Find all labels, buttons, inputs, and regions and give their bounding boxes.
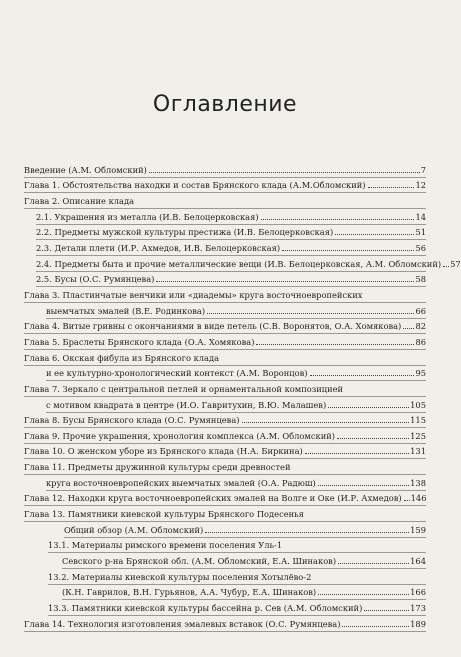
dot-leader bbox=[328, 407, 409, 408]
dot-leader bbox=[305, 453, 409, 454]
page-number: 12 bbox=[415, 180, 426, 191]
entry-title: Введение (А.М. Обломский) bbox=[24, 164, 147, 175]
entry-title: (К.Н. Гаврилов, В.Н. Гурьянов, А.А. Чубур, Е.А. Шинаков) bbox=[62, 587, 317, 598]
dot-leader bbox=[338, 563, 409, 564]
entry-title: 2.5. Бусы (О.С. Румянцева) bbox=[36, 274, 155, 285]
toc-entry bbox=[0, 600, 450, 616]
entry-title: с мотивом квадрата в центре (И.О. Гавритухин, В.Ю. Малашев) bbox=[46, 399, 327, 410]
dot-leader bbox=[368, 187, 415, 188]
toc-entry bbox=[0, 193, 450, 209]
page-title: Оглавление bbox=[152, 92, 298, 117]
row-divider bbox=[24, 631, 426, 632]
page-number: 115 bbox=[410, 415, 426, 426]
page-number: 138 bbox=[410, 477, 426, 488]
dot-leader bbox=[403, 328, 414, 329]
toc-entry bbox=[0, 506, 450, 522]
entry-title: Глава 1. Обстоятельства находки и состав Брянского клада (А.М.Обломский) bbox=[24, 180, 366, 191]
toc-entry bbox=[0, 287, 450, 303]
dot-leader bbox=[282, 250, 414, 251]
toc-entry bbox=[0, 428, 450, 444]
toc-entry bbox=[0, 256, 461, 272]
entry-title: Глава 12. Находки круга восточноевропейских эмалей на Волге и Оке (И.Р. Ахмедов) bbox=[24, 493, 402, 504]
toc-entry bbox=[0, 209, 450, 225]
entry-title: и ее культурно-хронологический контекст (А.М. Воронцов) bbox=[46, 368, 308, 379]
page-number: 7 bbox=[420, 164, 426, 175]
entry-title: 13.2. Материалы киевской культуры поселения Хотылёво-2 bbox=[48, 571, 312, 582]
toc-entry bbox=[0, 491, 450, 507]
dot-leader bbox=[404, 500, 410, 501]
dot-leader bbox=[335, 234, 414, 235]
entry-title: Глава 8. Бусы Брянского клада (О.С. Румянцева) bbox=[24, 415, 240, 426]
entry-title: Глава 13. Памятники киевской культуры Брянского Подесенья bbox=[24, 509, 304, 520]
toc-entry bbox=[0, 162, 450, 178]
dot-leader bbox=[261, 219, 415, 220]
entry-title: 13.3. Памятники киевской культуры бассейна р. Сев (А.М. Обломский) bbox=[48, 603, 363, 614]
toc-entry bbox=[0, 240, 450, 256]
toc-entry bbox=[0, 459, 450, 475]
page-number: 159 bbox=[410, 524, 426, 535]
entry-title: Глава 11. Предметы дружинной культуры среди древностей bbox=[24, 462, 291, 473]
page-number: 146 bbox=[410, 493, 427, 504]
dot-leader bbox=[256, 344, 414, 345]
toc-entry bbox=[0, 366, 450, 382]
page-number: 131 bbox=[410, 446, 426, 457]
entry-title: Глава 5. Браслеты Брянского клада (О.А. Хомякова) bbox=[24, 336, 255, 347]
page-number: 51 bbox=[415, 227, 426, 238]
dot-leader bbox=[242, 422, 410, 423]
entry-title: круга восточноевропейских выемчатых эмалей (О.А. Радюш) bbox=[46, 477, 316, 488]
entry-title: Глава 2. Описание клада bbox=[24, 195, 135, 206]
toc-entry bbox=[0, 397, 450, 413]
entry-title: Глава 3. Пластинчатые венчики или «диадемы» круга восточноевропейских bbox=[24, 289, 363, 300]
dot-leader bbox=[156, 281, 414, 282]
entry-title: Глава 4. Витые гривны с окончаниями в виде петель (С.В. Воронятов, О.А. Хомякова) bbox=[24, 321, 402, 332]
toc-entry bbox=[0, 475, 450, 491]
table-of-contents bbox=[0, 162, 461, 632]
entry-title: 2.1. Украшения из металла (И.В. Белоцерковская) bbox=[36, 211, 259, 222]
dot-leader bbox=[342, 626, 409, 627]
toc-entry bbox=[0, 444, 450, 460]
entry-title: Глава 10. О женском уборе из Брянского клада (Н.А. Биркина) bbox=[24, 446, 303, 457]
entry-title: Глава 14. Технология изготовления эмалевых вставок (О.С. Румянцева) bbox=[24, 618, 341, 629]
toc-entry bbox=[0, 616, 450, 632]
dot-leader bbox=[318, 594, 409, 595]
toc-entry bbox=[0, 522, 450, 538]
toc-entry bbox=[0, 413, 450, 429]
toc-entry bbox=[0, 553, 450, 569]
page-number: 166 bbox=[410, 587, 426, 598]
toc-entry bbox=[0, 569, 450, 585]
toc-entry bbox=[0, 319, 450, 335]
page-number: 82 bbox=[415, 321, 426, 332]
page-number: 189 bbox=[410, 618, 426, 629]
entry-title: Глава 9. Прочие украшения, хронология комплекса (А.М. Обломский) bbox=[24, 430, 335, 441]
toc-entry bbox=[0, 303, 450, 319]
page-number: 173 bbox=[410, 603, 426, 614]
entry-title: Общий обзор (А.М. Обломский) bbox=[64, 524, 204, 535]
page-number: 57 bbox=[450, 258, 461, 269]
page-number: 14 bbox=[415, 211, 426, 222]
toc-entry bbox=[0, 350, 450, 366]
toc-entry bbox=[0, 225, 450, 241]
page-number: 58 bbox=[415, 274, 426, 285]
entry-title: Севского р-на Брянской обл. (А.М. Обломский, Е.А. Шинаков) bbox=[62, 556, 337, 567]
toc-entry bbox=[0, 178, 450, 194]
entry-title: выемчатых эмалей (В.Е. Родинкова) bbox=[46, 305, 206, 316]
page-number: 95 bbox=[415, 368, 426, 379]
entry-title: Глава 7. Зеркало с центральной петлей и орнаментальной композицией bbox=[24, 383, 344, 394]
dot-leader bbox=[337, 438, 409, 439]
entry-title: Глава 6. Окская фибула из Брянского клада bbox=[24, 352, 220, 363]
entry-title: 2.2. Предметы мужской культуры престижа (И.В. Белоцерковская) bbox=[36, 227, 334, 238]
dot-leader bbox=[443, 266, 449, 267]
page-number: 66 bbox=[415, 305, 426, 316]
toc-entry bbox=[0, 272, 450, 288]
toc-entry bbox=[0, 538, 450, 554]
toc-entry bbox=[0, 334, 450, 350]
dot-leader bbox=[207, 313, 414, 314]
page-number: 164 bbox=[410, 556, 426, 567]
entry-title: 2.3. Детали плети (И.Р. Ахмедов, И.В. Белоцерковская) bbox=[36, 242, 281, 253]
page-number: 86 bbox=[415, 336, 426, 347]
dot-leader bbox=[310, 375, 415, 376]
page-number: 105 bbox=[410, 399, 426, 410]
dot-leader bbox=[205, 532, 409, 533]
toc-entry bbox=[0, 381, 450, 397]
toc-entry bbox=[0, 585, 450, 601]
dot-leader bbox=[149, 172, 420, 173]
page-number: 125 bbox=[410, 430, 426, 441]
entry-title: 13.1. Материалы римского времени поселения Уль-1 bbox=[48, 540, 283, 551]
entry-title: 2.4. Предметы быта и прочие металлические вещи (И.В. Белоцерковская, А.М. Обломский) bbox=[36, 258, 442, 269]
dot-leader bbox=[364, 610, 409, 611]
dot-leader bbox=[318, 485, 409, 486]
page-number: 56 bbox=[415, 242, 426, 253]
